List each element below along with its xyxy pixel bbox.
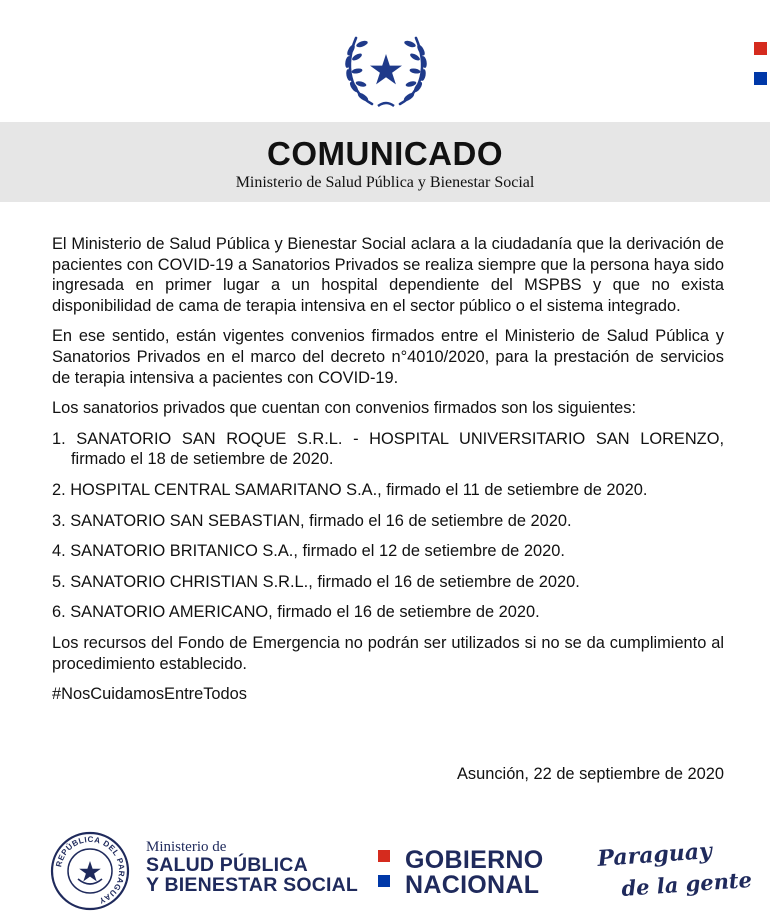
list-item: 4. SANATORIO BRITANICO S.A., firmado el 12 de setiembre de 2020.: [52, 542, 565, 561]
list-item: 5. SANATORIO CHRISTIAN S.R.L., firmado el 16 de setiembre de 2020.: [52, 572, 580, 591]
paragraph-2: En ese sentido, están vigentes convenios firmados entre el Ministerio de Salud Pública y Sanatorios Privados en el marco del decreto n°4010/2020, para la prestación de servicios de terapia intensiva a pacientes con COVID-19.: [52, 327, 724, 387]
paraguay-de-la-gente-logo: [596, 836, 753, 906]
gob-line1: GOBIERNO: [405, 846, 544, 874]
ministry-logo: [146, 840, 358, 895]
list-item: 2. HOSPITAL CENTRAL SAMARITANO S.A., firmado el 11 de setiembre de 2020.: [52, 480, 648, 499]
list-item: 6. SANATORIO AMERICANO, firmado el 16 de setiembre de 2020.: [52, 603, 540, 622]
slogan-line1: Paraguay: [596, 838, 713, 872]
title-banner: [0, 122, 770, 202]
list-item: 1. SANATORIO SAN ROQUE S.R.L. - HOSPITAL UNIVERSITARIO SAN LORENZO, firmado el 18 de setiembre de 2020.: [52, 429, 724, 469]
ministry-logo-line2: Y BIENESTAR SOCIAL: [146, 874, 358, 896]
gob-line2: NACIONAL: [405, 871, 540, 899]
star-laurel-crest-icon: [342, 26, 430, 110]
svg-text:REPÚBLICA DEL PARAGUAY: REPÚBLICA DEL PARAGUAY: [54, 834, 127, 906]
paragraph-4: Los recursos del Fondo de Emergencia no podrán ser utilizados si no se da cumplimiento al procedimiento establecido.: [52, 633, 724, 673]
blue-square-mark: [754, 72, 767, 85]
communique-body: [52, 234, 724, 715]
paragraph-3: Los sanatorios privados que cuentan con convenios firmados son los siguientes:: [52, 399, 637, 418]
ministry-logo-small: Ministerio de: [146, 839, 227, 855]
ministry-logo-line1: SALUD PÚBLICA: [146, 854, 308, 876]
red-square-mark: [378, 850, 390, 862]
flag-color-marks: [754, 42, 768, 102]
footer-logos: [0, 826, 770, 906]
national-seal-icon: [50, 831, 130, 911]
paragraph-1: El Ministerio de Salud Pública y Bienestar Social aclara a la ciudadanía que la derivación de pacientes con COVID-19 a Sanatorios Privados se realiza siempre que la persona haya sido ingresada en primer lugar a un hospital dependiente del MSPBS y que no exista disponibilidad de cama de terapia intensiva en el sector público o el sistema integrado.: [52, 235, 724, 315]
page-title: COMUNICADO: [267, 135, 503, 172]
hashtag: #NosCuidamosEntreTodos: [52, 685, 247, 704]
blue-square-mark: [378, 875, 390, 887]
red-square-mark: [754, 42, 767, 55]
list-item: 3. SANATORIO SAN SEBASTIAN, firmado el 16 de setiembre de 2020.: [52, 511, 572, 530]
document-date: Asunción, 22 de septiembre de 2020: [457, 765, 724, 783]
slogan-line2: de la gente: [620, 866, 753, 901]
page-subtitle: Ministerio de Salud Pública y Bienestar Social: [235, 174, 535, 191]
